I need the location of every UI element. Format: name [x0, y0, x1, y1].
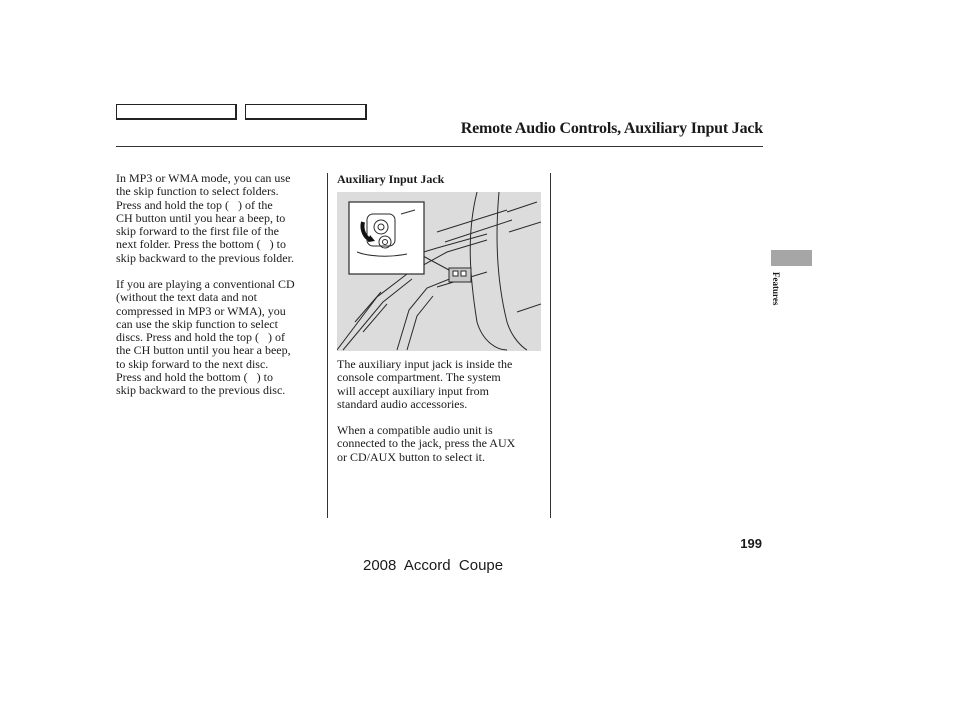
text-line: the CH button until you hear a beep, [116, 343, 291, 358]
aux-location-paragraph [337, 358, 512, 411]
conventional-cd-paragraph [116, 278, 295, 398]
text-line: next folder. Press the bottom ( ) to [116, 237, 286, 252]
text-line: connected to the jack, press the AUX [337, 436, 516, 451]
text-line: standard audio accessories. [337, 396, 468, 411]
text-line: Press and hold the top ( ) of the [116, 197, 273, 212]
text-line: will accept auxiliary input from [337, 383, 489, 398]
text-line: skip forward to the first file of the [116, 224, 279, 239]
nav-button-main-menu[interactable] [116, 104, 237, 120]
text-line: console compartment. The system [337, 370, 501, 385]
text-line: The auxiliary input jack is inside the [337, 357, 513, 371]
text-line: discs. Press and hold the top ( ) of [116, 330, 285, 345]
footer-model-label: 2008 Accord Coupe [363, 557, 504, 574]
text-line: skip backward to the previous disc. [116, 383, 286, 398]
section-side-label: Features [771, 272, 781, 306]
page-title: Remote Audio Controls, Auxiliary Input Jack [460, 120, 763, 137]
title-divider [116, 146, 763, 147]
text-line: When a compatible audio unit is [337, 423, 493, 437]
text-line: can use the skip function to select [116, 316, 278, 331]
text-line: In MP3 or WMA mode, you can use [116, 171, 291, 185]
text-line: to skip forward to the next disc. [116, 356, 269, 371]
aux-usage-paragraph [337, 424, 515, 464]
section-tab-marker [771, 250, 812, 266]
section-heading: Auxiliary Input Jack [337, 172, 445, 186]
text-line: the skip function to select folders. [116, 184, 279, 199]
text-line: (without the text data and not [116, 290, 257, 305]
page-number: 199 [740, 536, 762, 551]
text-line: CH button until you hear a beep, to [116, 210, 286, 225]
nav-button-index[interactable] [245, 104, 367, 120]
text-line: compressed in MP3 or WMA), you [116, 303, 286, 318]
aux-jack-console-illustration [337, 192, 541, 351]
text-line: skip backward to the previous folder. [116, 250, 294, 265]
text-line: If you are playing a conventional CD [116, 277, 295, 291]
text-line: or CD/AUX button to select it. [337, 449, 485, 464]
mp3-wma-paragraph [116, 172, 294, 265]
column-divider-left [327, 173, 328, 518]
column-divider-right [550, 173, 551, 518]
text-line: Press and hold the bottom ( ) to [116, 370, 273, 385]
